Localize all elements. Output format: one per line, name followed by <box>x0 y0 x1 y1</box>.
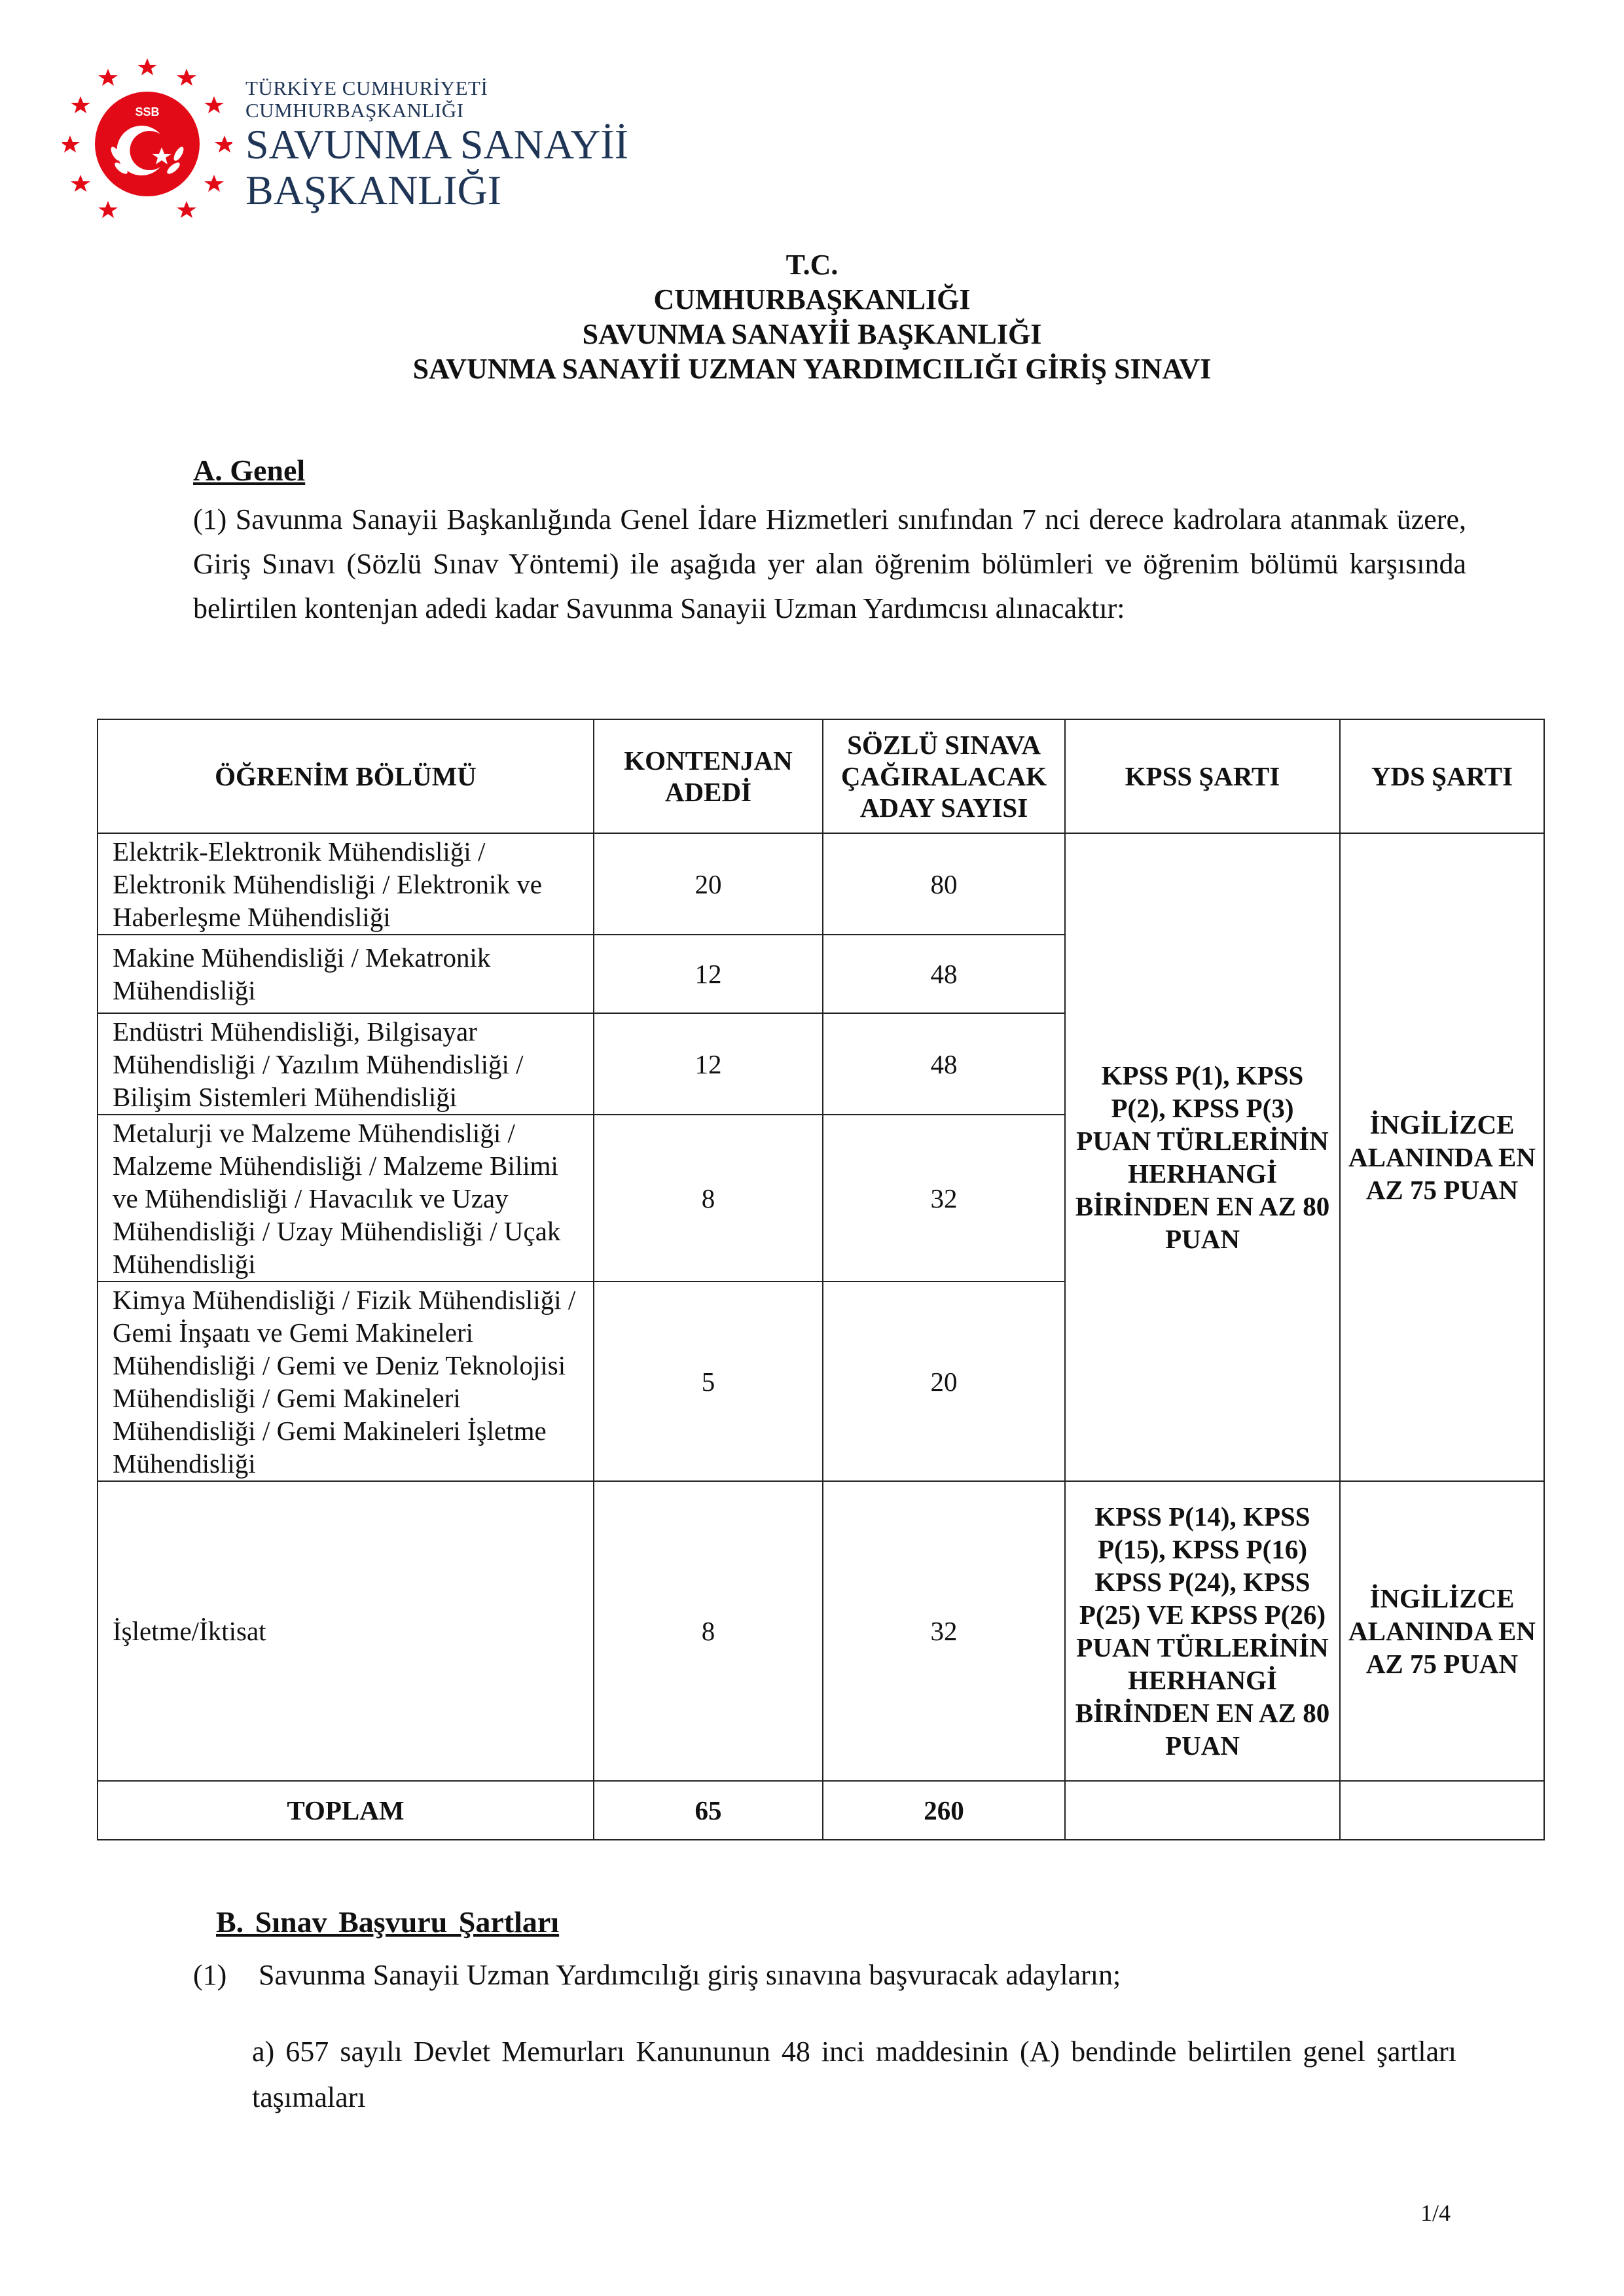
total-quota: 65 <box>594 1781 823 1840</box>
section-b-item1 <box>193 1958 1121 1992</box>
cell-department: İşletme/İktisat <box>98 1481 594 1781</box>
cell-quota: 5 <box>594 1282 823 1481</box>
logo-wordmark <box>245 77 628 213</box>
cell-candidates: 48 <box>823 935 1065 1013</box>
header-yds: YDS ŞARTI <box>1340 719 1544 833</box>
cell-kpss-requirement: KPSS P(1), KPSS P(2), KPSS P(3) PUAN TÜRLERİNİN HERHANGİ BİRİNDEN EN AZ 80 PUAN <box>1065 833 1340 1481</box>
section-b-item-a: a) 657 sayılı Devlet Memurları Kanununun 48 inci maddesinin (A) bendinde belirtilen genel şartları taşımaları <box>252 2036 1456 2113</box>
quota-table <box>97 719 1545 1840</box>
logo-line2: CUMHURBAŞKANLIĞI <box>245 99 464 122</box>
cell-candidates: 32 <box>823 1115 1065 1282</box>
cell-quota: 12 <box>594 1013 823 1115</box>
cell-quota: 8 <box>594 1115 823 1282</box>
section-a-heading: A. Genel <box>193 454 306 487</box>
table-row <box>98 1481 1544 1781</box>
total-candidates: 260 <box>823 1781 1065 1840</box>
header-candidates: SÖZLÜ SINAVA ÇAĞIRALACAK ADAY SAYISI <box>823 719 1065 833</box>
cell-candidates: 32 <box>823 1481 1065 1781</box>
cell-yds-requirement-2: İNGİLİZCE ALANINDA EN AZ 75 PUAN <box>1340 1481 1544 1781</box>
cell-department: Endüstri Mühendisliği, Bilgisayar Mühendisliği / Yazılım Mühendisliği / Bilişim Sistemleri Mühendisliği <box>98 1013 594 1115</box>
item1-text: Savunma Sanayii Uzman Yardımcılığı giriş sınavına başvuracak adayların; <box>259 1959 1121 1991</box>
cell-candidates: 80 <box>823 833 1065 935</box>
item1-number: (1) <box>193 1959 227 1991</box>
title-line1: T.C. <box>785 249 839 281</box>
header-department: ÖĞRENİM BÖLÜMÜ <box>98 719 594 833</box>
cell-department: Metalurji ve Malzeme Mühendisliği / Malzeme Mühendisliği / Malzeme Bilimi ve Mühendisliği / Havacılık ve Uzay Mühendisliği / Uzay Mühendisliği / Uçak Mühendisliği <box>98 1115 594 1282</box>
logo-line1: TÜRKİYE CUMHURİYETİ <box>245 77 488 99</box>
table-row <box>98 833 1544 935</box>
section-a-paragraph: (1) Savunma Sanayii Başkanlığında Genel İdare Hizmetleri sınıfından 7 nci derece kadrolara atanmak üzere, Giriş Sınavı (Sözlü Sınav Yöntemi) ile aşağıda yer alan öğrenim bölümleri ve öğrenim bölümü karşısında belirtilen kontenjan adedi kadar Savunma Sanayii Uzman Yardımcısı alınacaktır: <box>193 503 1466 624</box>
page-number: 1/4 <box>1420 2200 1451 2226</box>
ssb-emblem-logo <box>62 56 232 226</box>
logo-badge-text: SSB <box>135 105 160 118</box>
table-total-row <box>98 1781 1544 1840</box>
cell-candidates: 20 <box>823 1282 1065 1481</box>
total-label: TOPLAM <box>98 1781 594 1840</box>
title-line2: CUMHURBAŞKANLIĞI <box>653 283 971 315</box>
cell-yds-requirement: İNGİLİZCE ALANINDA EN AZ 75 PUAN <box>1340 833 1544 1481</box>
total-empty-kpss <box>1065 1781 1340 1840</box>
title-line3: SAVUNMA SANAYİİ BAŞKANLIĞI <box>582 318 1042 350</box>
cell-department: Makine Mühendisliği / Mekatronik Mühendisliği <box>98 935 594 1013</box>
section-b-heading: B. Sınav Başvuru Şartları <box>216 1905 560 1939</box>
logo-line3: SAVUNMA SANAYİİ <box>245 121 629 168</box>
cell-quota: 12 <box>594 935 823 1013</box>
header-quota: KONTENJAN ADEDİ <box>594 719 823 833</box>
cell-kpss-requirement-2: KPSS P(14), KPSS P(15), KPSS P(16) KPSS P(24), KPSS P(25) VE KPSS P(26) PUAN TÜRLERİNİN HERHANGİ BİRİNDEN EN AZ 80 PUAN <box>1065 1481 1340 1781</box>
total-empty-yds <box>1340 1781 1544 1840</box>
cell-department: Kimya Mühendisliği / Fizik Mühendisliği / Gemi İnşaatı ve Gemi Makineleri Mühendisliği / Gemi ve Deniz Teknolojisi Mühendisliği / Gemi Makineleri Mühendisliği / Gemi Makineleri İşletme Mühendisliği <box>98 1282 594 1481</box>
cell-quota: 20 <box>594 833 823 935</box>
cell-quota: 8 <box>594 1481 823 1781</box>
logo-line4: BAŞKANLIĞI <box>245 167 502 213</box>
title-line4: SAVUNMA SANAYİİ UZMAN YARDIMCILIĞI GİRİŞ SINAVI <box>412 353 1212 385</box>
cell-candidates: 48 <box>823 1013 1065 1115</box>
header-kpss: KPSS ŞARTI <box>1065 719 1340 833</box>
cell-department: Elektrik-Elektronik Mühendisliği / Elektronik Mühendisliği / Elektronik ve Haberleşme Mühendisliği <box>98 833 594 935</box>
table-header-row <box>98 719 1544 833</box>
document-title <box>0 247 1624 386</box>
